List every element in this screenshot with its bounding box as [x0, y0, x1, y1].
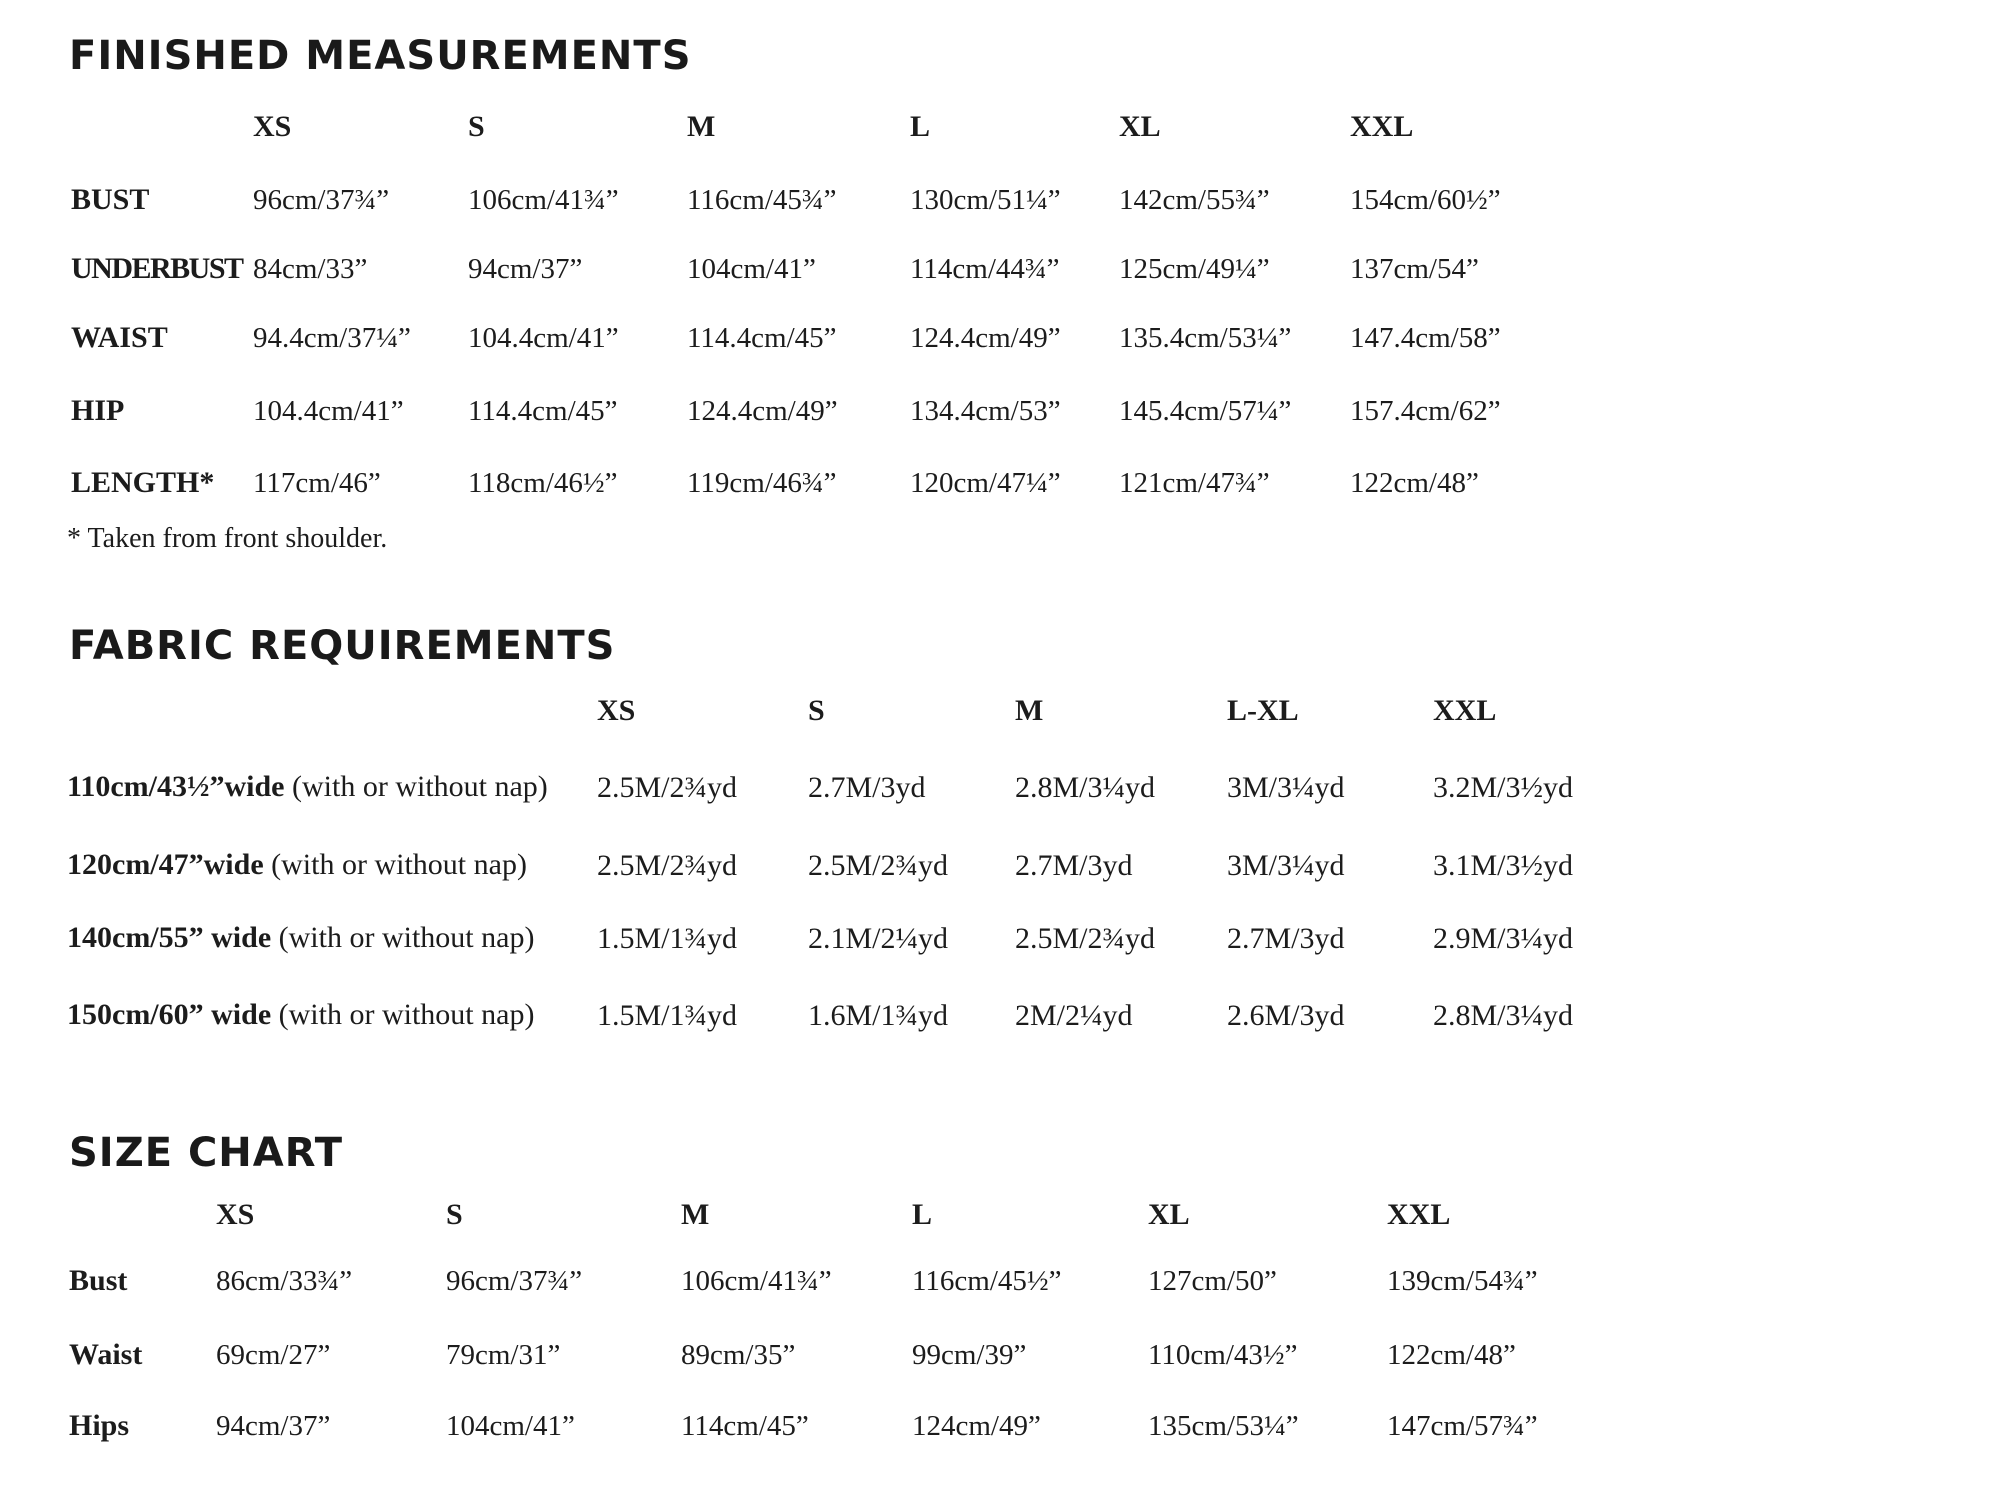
sc-row-label: Hips — [69, 1409, 130, 1442]
fr-cell: 2.6M/3yd — [1227, 999, 1345, 1032]
sc-row-label: Waist — [69, 1338, 143, 1371]
sc-header-m: M — [681, 1198, 710, 1231]
fr-width: 120cm/47”wide — [67, 848, 264, 881]
fr-header-m: M — [1015, 694, 1044, 727]
sc-cell: 106cm/41¾” — [681, 1265, 832, 1297]
sc-header-xxl: XXL — [1387, 1198, 1451, 1231]
fm-cell: 84cm/33” — [253, 253, 368, 285]
sc-cell: 99cm/39” — [912, 1339, 1027, 1371]
fr-cell: 2.5M/2¾yd — [808, 849, 949, 882]
sc-cell: 127cm/50” — [1148, 1265, 1277, 1297]
fm-cell: 137cm/54” — [1350, 253, 1479, 285]
fr-header-xxl: XXL — [1433, 694, 1497, 727]
fr-row-label — [67, 850, 527, 880]
fm-row-label: WAIST — [71, 321, 168, 354]
fm-cell: 96cm/37¾” — [253, 184, 390, 216]
sc-cell: 139cm/54¾” — [1387, 1265, 1538, 1297]
fr-cell: 1.5M/1¾yd — [597, 922, 738, 955]
sc-cell: 86cm/33¾” — [216, 1265, 353, 1297]
sc-header-s: S — [446, 1198, 463, 1231]
sc-cell: 147cm/57¾” — [1387, 1410, 1538, 1442]
sc-cell: 69cm/27” — [216, 1339, 331, 1371]
fr-cell: 1.5M/1¾yd — [597, 999, 738, 1032]
sc-cell: 124cm/49” — [912, 1410, 1041, 1442]
fr-cell: 2M/2¼yd — [1015, 999, 1133, 1032]
fm-cell: 134.4cm/53” — [910, 395, 1061, 427]
fr-header-l-xl: L-XL — [1227, 694, 1299, 727]
fm-header-s: S — [468, 110, 485, 143]
fm-header-xxl: XXL — [1350, 110, 1414, 143]
sc-cell: 96cm/37¾” — [446, 1265, 583, 1297]
fabric-requirements-title: FABRIC REQUIREMENTS — [69, 623, 616, 669]
fm-cell: 104cm/41” — [687, 253, 816, 285]
fr-cell: 2.5M/2¾yd — [597, 849, 738, 882]
sc-cell: 116cm/45½” — [912, 1265, 1062, 1297]
fm-header-xs: XS — [253, 110, 292, 143]
fm-cell: 94.4cm/37¼” — [253, 322, 411, 354]
fm-cell: 114.4cm/45” — [468, 395, 618, 427]
fm-cell: 106cm/41¾” — [468, 184, 619, 216]
fr-row-label — [67, 923, 534, 953]
fm-cell: 154cm/60½” — [1350, 184, 1501, 216]
fr-cell: 2.7M/3yd — [808, 771, 926, 804]
fm-cell: 124.4cm/49” — [687, 395, 838, 427]
sc-cell: 122cm/48” — [1387, 1339, 1516, 1371]
fr-cell: 2.5M/2¾yd — [1015, 922, 1156, 955]
fm-cell: 119cm/46¾” — [687, 467, 837, 499]
fr-width: 150cm/60” wide — [67, 998, 272, 1031]
fm-cell: 104.4cm/41” — [468, 322, 619, 354]
fm-cell: 118cm/46½” — [468, 467, 618, 499]
fr-width: 140cm/55” wide — [67, 921, 272, 954]
fm-cell: 142cm/55¾” — [1119, 184, 1270, 216]
fm-cell: 145.4cm/57¼” — [1119, 395, 1292, 427]
fm-cell: 147.4cm/58” — [1350, 322, 1501, 354]
length-footnote: * Taken from front shoulder. — [67, 523, 388, 554]
fr-cell: 2.9M/3¼yd — [1433, 922, 1574, 955]
fm-row-label: BUST — [71, 183, 150, 216]
sc-cell: 110cm/43½” — [1148, 1339, 1298, 1371]
sc-header-xs: XS — [216, 1198, 255, 1231]
fm-header-xl: XL — [1119, 110, 1161, 143]
fm-cell: 130cm/51¼” — [910, 184, 1061, 216]
fm-row-label: UNDERBUST — [71, 252, 243, 285]
fr-cell: 3M/3¼yd — [1227, 849, 1345, 882]
fr-nap-note: (with or without nap) — [271, 998, 535, 1031]
fm-cell: 116cm/45¾” — [687, 184, 837, 216]
finished-measurements-title: FINISHED MEASUREMENTS — [69, 33, 692, 79]
fm-cell: 157.4cm/62” — [1350, 395, 1501, 427]
sc-cell: 94cm/37” — [216, 1410, 331, 1442]
sc-header-l: L — [912, 1198, 933, 1231]
fr-cell: 2.8M/3¼yd — [1433, 999, 1574, 1032]
fr-width: 110cm/43½”wide — [67, 770, 285, 803]
fm-row-label: LENGTH* — [71, 466, 215, 499]
fr-cell: 2.7M/3yd — [1227, 922, 1345, 955]
fm-cell: 122cm/48” — [1350, 467, 1479, 499]
fm-cell: 117cm/46” — [253, 467, 381, 499]
sc-header-xl: XL — [1148, 1198, 1190, 1231]
fm-cell: 114.4cm/45” — [687, 322, 837, 354]
fm-cell: 135.4cm/53¼” — [1119, 322, 1292, 354]
sc-row-label: Bust — [69, 1264, 128, 1297]
fm-cell: 94cm/37” — [468, 253, 583, 285]
fm-cell: 104.4cm/41” — [253, 395, 404, 427]
fm-cell: 125cm/49¼” — [1119, 253, 1270, 285]
fr-nap-note: (with or without nap) — [284, 770, 548, 803]
sc-cell: 89cm/35” — [681, 1339, 796, 1371]
fm-header-l: L — [910, 110, 931, 143]
fr-cell: 3M/3¼yd — [1227, 771, 1345, 804]
fm-cell: 120cm/47¼” — [910, 467, 1061, 499]
fr-cell: 1.6M/1¾yd — [808, 999, 949, 1032]
fr-cell: 2.5M/2¾yd — [597, 771, 738, 804]
fm-cell: 114cm/44¾” — [910, 253, 1060, 285]
fr-header-xs: XS — [597, 694, 636, 727]
sc-cell: 135cm/53¼” — [1148, 1410, 1299, 1442]
fm-cell: 121cm/47¾” — [1119, 467, 1270, 499]
fr-row-label — [67, 772, 548, 802]
fr-cell: 2.7M/3yd — [1015, 849, 1133, 882]
fm-cell: 124.4cm/49” — [910, 322, 1061, 354]
sc-cell: 114cm/45” — [681, 1410, 809, 1442]
fr-header-s: S — [808, 694, 825, 727]
fr-nap-note: (with or without nap) — [263, 848, 527, 881]
fm-header-m: M — [687, 110, 716, 143]
fm-row-label: HIP — [71, 394, 125, 427]
sc-cell: 79cm/31” — [446, 1339, 561, 1371]
fr-cell: 3.1M/3½yd — [1433, 849, 1574, 882]
fr-cell: 2.1M/2¼yd — [808, 922, 949, 955]
fr-cell: 3.2M/3½yd — [1433, 771, 1574, 804]
sc-cell: 104cm/41” — [446, 1410, 575, 1442]
fr-nap-note: (with or without nap) — [271, 921, 535, 954]
size-chart-title: SIZE CHART — [69, 1130, 344, 1176]
fr-cell: 2.8M/3¼yd — [1015, 771, 1156, 804]
fr-row-label — [67, 1000, 534, 1030]
